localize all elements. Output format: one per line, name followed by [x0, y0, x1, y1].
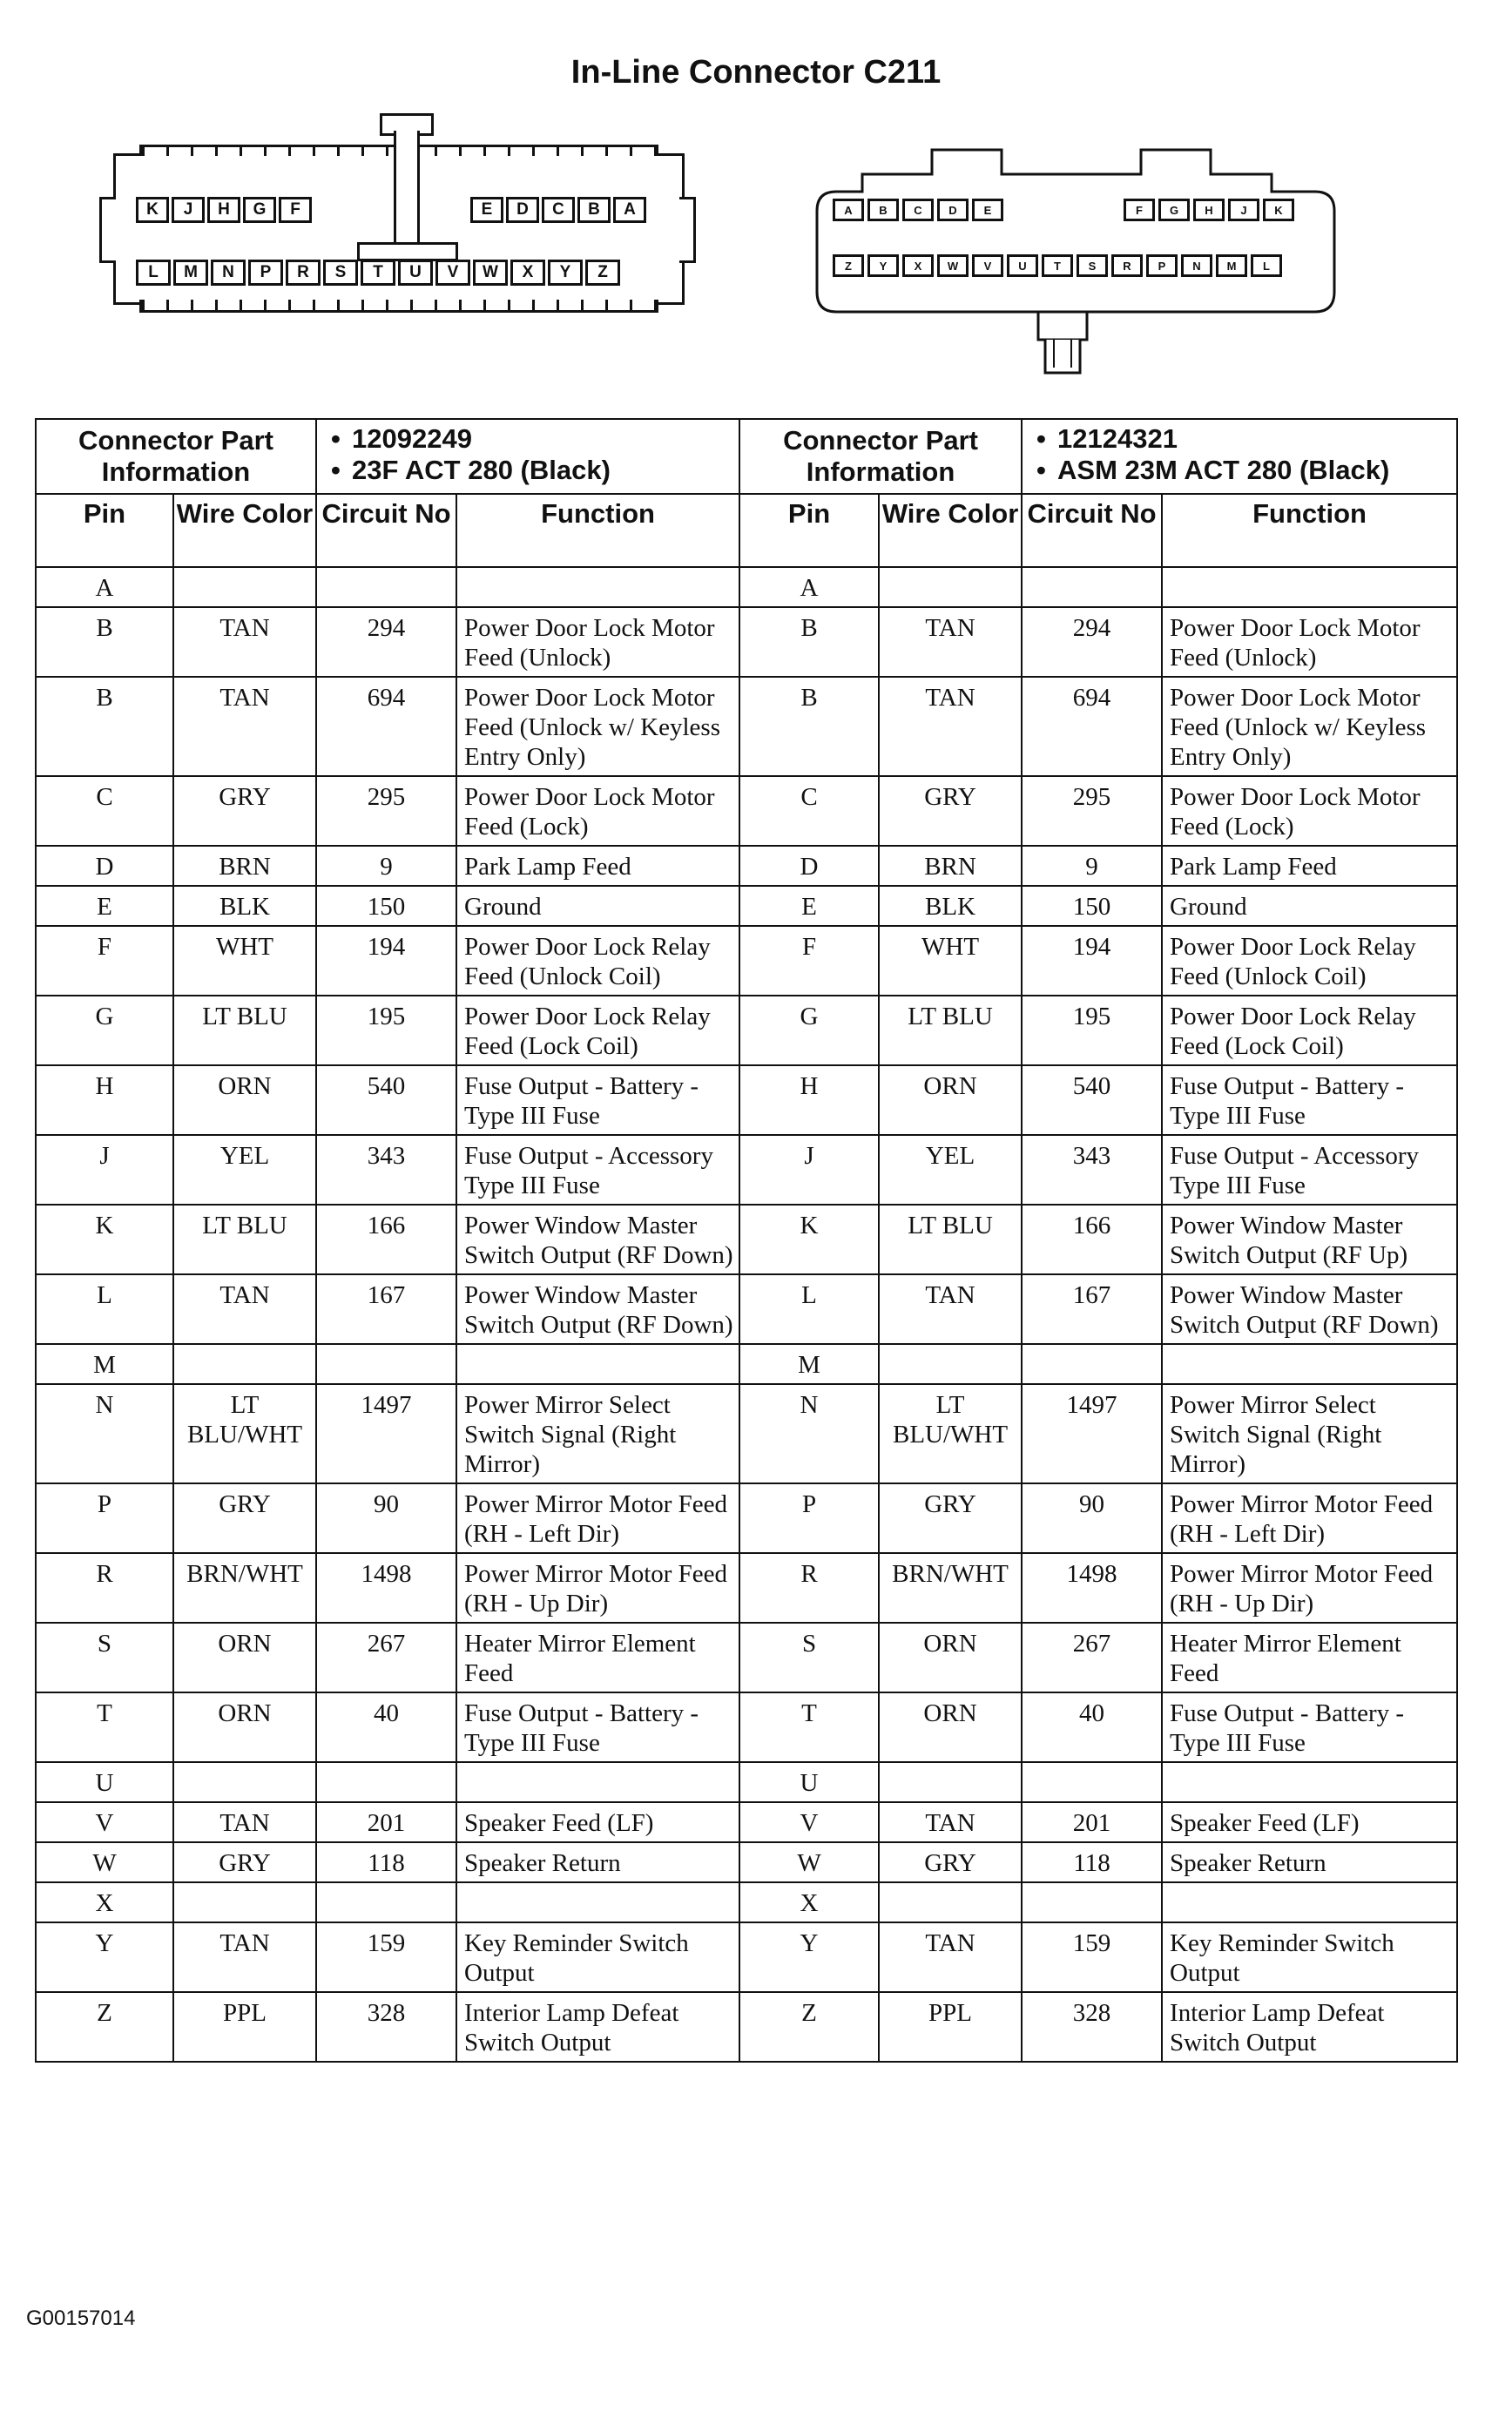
circuit-cell: 167	[1022, 1274, 1162, 1344]
part-description: • ASM 23M ACT 280 (Black)	[1057, 455, 1448, 486]
function-cell: Power Door Lock Motor Feed (Lock)	[1162, 776, 1457, 846]
pin-cavity: S	[1077, 254, 1108, 277]
circuit-cell: 294	[316, 607, 456, 677]
pin-cell: B	[739, 607, 879, 677]
function-cell: Power Door Lock Relay Feed (Unlock Coil)	[1162, 926, 1457, 996]
pin-cavity: W	[473, 260, 508, 286]
wire-color-cell: YEL	[173, 1135, 316, 1205]
wire-color-cell: ORN	[879, 1692, 1022, 1762]
pin-cavity: L	[1251, 254, 1282, 277]
part-number: • 12092249	[352, 423, 730, 455]
connector-rear-view	[801, 139, 1359, 401]
table-row	[36, 1762, 1457, 1802]
header-function: Function	[456, 494, 739, 567]
wire-color-cell	[173, 1882, 316, 1922]
function-cell	[456, 567, 739, 607]
pin-cell: K	[36, 1205, 173, 1274]
circuit-cell: 201	[316, 1802, 456, 1842]
table-row	[36, 926, 1457, 996]
pin-cavity: F	[279, 197, 312, 223]
function-cell: Key Reminder Switch Output	[456, 1922, 739, 1992]
function-cell: Speaker Feed (LF)	[1162, 1802, 1457, 1842]
pin-cavity: J	[172, 197, 205, 223]
function-cell: Fuse Output - Battery - Type III Fuse	[1162, 1065, 1457, 1135]
function-cell: Heater Mirror Element Feed	[1162, 1623, 1457, 1692]
circuit-cell: 9	[316, 846, 456, 886]
pin-cell: T	[739, 1692, 879, 1762]
circuit-cell: 167	[316, 1274, 456, 1344]
pin-cell: N	[36, 1384, 173, 1483]
function-cell: Speaker Return	[456, 1842, 739, 1882]
circuit-cell	[1022, 1882, 1162, 1922]
wire-color-cell: LT BLU	[879, 1205, 1022, 1274]
wire-color-cell: GRY	[173, 1483, 316, 1553]
circuit-cell: 150	[316, 886, 456, 926]
pin-cavity: C	[902, 199, 934, 221]
pin-cavity: X	[510, 260, 545, 286]
pin-cell: J	[739, 1135, 879, 1205]
function-cell	[456, 1344, 739, 1384]
pin-cell: N	[739, 1384, 879, 1483]
function-cell: Power Door Lock Relay Feed (Lock Coil)	[456, 996, 739, 1065]
wire-color-cell: YEL	[879, 1135, 1022, 1205]
wire-color-cell: LT BLU/WHT	[173, 1384, 316, 1483]
pin-cavity: B	[867, 199, 899, 221]
table-row	[36, 1205, 1457, 1274]
pin-cell: D	[36, 846, 173, 886]
pin-cavity: W	[937, 254, 969, 277]
function-cell	[1162, 567, 1457, 607]
table-row	[36, 1065, 1457, 1135]
part-numbers-right	[1022, 419, 1457, 494]
function-cell: Ground	[456, 886, 739, 926]
function-cell	[1162, 1762, 1457, 1802]
header-pin: Pin	[739, 494, 879, 567]
column-header-row	[36, 494, 1457, 567]
pin-cell: E	[739, 886, 879, 926]
wire-color-cell: GRY	[173, 776, 316, 846]
circuit-cell: 1498	[1022, 1553, 1162, 1623]
pin-cavity: Z	[833, 254, 864, 277]
rear-cavity-row-upper-right	[1124, 199, 1294, 221]
circuit-cell: 295	[316, 776, 456, 846]
pin-cavity: H	[1193, 199, 1225, 221]
pin-cavity: Y	[548, 260, 583, 286]
pin-cavity: A	[833, 199, 864, 221]
part-info-label-left: Connector Part Information	[36, 419, 316, 494]
function-cell: Power Door Lock Relay Feed (Unlock Coil)	[456, 926, 739, 996]
pin-cell: J	[36, 1135, 173, 1205]
wire-color-cell: GRY	[879, 1483, 1022, 1553]
pin-cell: E	[36, 886, 173, 926]
pin-cavity: K	[136, 197, 169, 223]
circuit-cell: 540	[316, 1065, 456, 1135]
pin-cell: G	[36, 996, 173, 1065]
function-cell: Power Mirror Motor Feed (RH - Up Dir)	[456, 1553, 739, 1623]
header-wire-color: Wire Color	[879, 494, 1022, 567]
pin-cavity: H	[207, 197, 240, 223]
wire-color-cell: GRY	[879, 776, 1022, 846]
wire-color-cell: BRN	[879, 846, 1022, 886]
circuit-cell	[316, 1762, 456, 1802]
part-description: • 23F ACT 280 (Black)	[352, 455, 730, 486]
circuit-cell: 194	[1022, 926, 1162, 996]
pin-cell: B	[36, 677, 173, 776]
circuit-cell: 118	[1022, 1842, 1162, 1882]
wire-color-cell: LT BLU	[173, 1205, 316, 1274]
wire-color-cell: LT BLU	[173, 996, 316, 1065]
part-info-row	[36, 419, 1457, 494]
pin-cell: L	[36, 1274, 173, 1344]
pin-cell: B	[36, 607, 173, 677]
header-pin: Pin	[36, 494, 173, 567]
wire-color-cell: TAN	[173, 677, 316, 776]
wire-color-cell: TAN	[879, 607, 1022, 677]
circuit-cell: 150	[1022, 886, 1162, 926]
circuit-cell: 540	[1022, 1065, 1162, 1135]
pin-cavity: E	[972, 199, 1003, 221]
function-cell: Power Mirror Motor Feed (RH - Left Dir)	[456, 1483, 739, 1553]
circuit-cell: 9	[1022, 846, 1162, 886]
function-cell: Power Door Lock Motor Feed (Unlock w/ Keyless Entry Only)	[456, 677, 739, 776]
circuit-cell	[1022, 567, 1162, 607]
function-cell: Fuse Output - Battery - Type III Fuse	[1162, 1692, 1457, 1762]
circuit-cell: 195	[1022, 996, 1162, 1065]
page-title: In-Line Connector C211	[570, 54, 942, 91]
circuit-cell: 343	[1022, 1135, 1162, 1205]
table-row	[36, 1922, 1457, 1992]
pin-cell: H	[36, 1065, 173, 1135]
pin-cell: Z	[739, 1992, 879, 2062]
table-row	[36, 1882, 1457, 1922]
wire-color-cell	[879, 1882, 1022, 1922]
pin-cell: W	[36, 1842, 173, 1882]
table-row	[36, 776, 1457, 846]
pin-cavity: G	[1158, 199, 1190, 221]
wire-color-cell: PPL	[173, 1992, 316, 2062]
circuit-cell: 40	[316, 1692, 456, 1762]
table-row	[36, 886, 1457, 926]
pin-cell: W	[739, 1842, 879, 1882]
pin-cavity: L	[136, 260, 171, 286]
circuit-cell: 159	[316, 1922, 456, 1992]
wire-color-cell: BRN/WHT	[879, 1553, 1022, 1623]
pin-cell: Z	[36, 1992, 173, 2062]
table-row	[36, 1992, 1457, 2062]
table-row	[36, 996, 1457, 1065]
pin-cell: U	[36, 1762, 173, 1802]
pin-cell: P	[36, 1483, 173, 1553]
pin-cell: C	[36, 776, 173, 846]
circuit-cell: 267	[316, 1623, 456, 1692]
wire-color-cell: ORN	[879, 1065, 1022, 1135]
wire-color-cell: TAN	[173, 607, 316, 677]
circuit-cell: 343	[316, 1135, 456, 1205]
function-cell: Interior Lamp Defeat Switch Output	[1162, 1992, 1457, 2062]
wire-color-cell: LT BLU	[879, 996, 1022, 1065]
wire-color-cell: ORN	[173, 1692, 316, 1762]
function-cell: Key Reminder Switch Output	[1162, 1922, 1457, 1992]
function-cell: Interior Lamp Defeat Switch Output	[456, 1992, 739, 2062]
pin-cavity: D	[506, 197, 539, 223]
pin-cavity: Y	[867, 254, 899, 277]
function-cell: Fuse Output - Battery - Type III Fuse	[456, 1065, 739, 1135]
pin-cavity: F	[1124, 199, 1155, 221]
function-cell: Power Door Lock Motor Feed (Unlock w/ Keyless Entry Only)	[1162, 677, 1457, 776]
part-numbers-left	[316, 419, 739, 494]
pin-cell: R	[739, 1553, 879, 1623]
bottom-ribs	[139, 300, 658, 313]
part-info-label-right: Connector Part Information	[739, 419, 1022, 494]
function-cell	[456, 1762, 739, 1802]
pin-cavity: B	[577, 197, 611, 223]
circuit-cell: 40	[1022, 1692, 1162, 1762]
function-cell: Power Window Master Switch Output (RF Down)	[456, 1274, 739, 1344]
wire-color-cell: WHT	[879, 926, 1022, 996]
rear-cavity-row-upper-left	[833, 199, 1003, 221]
function-cell: Power Mirror Motor Feed (RH - Up Dir)	[1162, 1553, 1457, 1623]
table-row	[36, 607, 1457, 677]
wire-color-cell: ORN	[879, 1623, 1022, 1692]
circuit-cell: 1498	[316, 1553, 456, 1623]
pin-cell: R	[36, 1553, 173, 1623]
pin-cavity: R	[1111, 254, 1143, 277]
table-row	[36, 1483, 1457, 1553]
wire-color-cell: GRY	[173, 1842, 316, 1882]
circuit-cell: 90	[1022, 1483, 1162, 1553]
pin-cavity: P	[1146, 254, 1178, 277]
function-cell: Fuse Output - Accessory Type III Fuse	[456, 1135, 739, 1205]
pin-cavity: Z	[585, 260, 620, 286]
circuit-cell: 90	[316, 1483, 456, 1553]
pin-cell: K	[739, 1205, 879, 1274]
pin-cell: V	[739, 1802, 879, 1842]
pin-cell: X	[36, 1882, 173, 1922]
wire-color-cell	[173, 567, 316, 607]
function-cell: Power Door Lock Motor Feed (Lock)	[456, 776, 739, 846]
function-cell	[1162, 1882, 1457, 1922]
cavity-row-lower	[136, 260, 620, 286]
function-cell: Park Lamp Feed	[456, 846, 739, 886]
pin-cavity: M	[173, 260, 208, 286]
function-cell: Power Mirror Select Switch Signal (Right Mirror)	[1162, 1384, 1457, 1483]
function-cell: Heater Mirror Element Feed	[456, 1623, 739, 1692]
cavity-row-upper-left	[136, 197, 312, 223]
pin-cell: Y	[36, 1922, 173, 1992]
pin-cavity: T	[361, 260, 395, 286]
circuit-cell: 1497	[316, 1384, 456, 1483]
function-cell: Power Door Lock Motor Feed (Unlock)	[456, 607, 739, 677]
pin-cavity: X	[902, 254, 934, 277]
circuit-cell: 694	[1022, 677, 1162, 776]
wire-color-cell: PPL	[879, 1992, 1022, 2062]
pin-cell: P	[739, 1483, 879, 1553]
wire-color-cell	[173, 1762, 316, 1802]
function-cell: Ground	[1162, 886, 1457, 926]
pin-cell: F	[739, 926, 879, 996]
function-cell: Power Window Master Switch Output (RF Down)	[1162, 1274, 1457, 1344]
pin-cavity: T	[1042, 254, 1073, 277]
wire-color-cell: GRY	[879, 1842, 1022, 1882]
part-number: • 12124321	[1057, 423, 1448, 455]
function-cell: Speaker Feed (LF)	[456, 1802, 739, 1842]
wire-color-cell: BRN/WHT	[173, 1553, 316, 1623]
pin-cell: F	[36, 926, 173, 996]
pin-cavity: J	[1228, 199, 1259, 221]
wire-color-cell: ORN	[173, 1623, 316, 1692]
pin-cell: G	[739, 996, 879, 1065]
wire-color-cell: WHT	[173, 926, 316, 996]
pin-cavity: V	[435, 260, 470, 286]
wire-color-cell: TAN	[879, 1274, 1022, 1344]
circuit-cell: 267	[1022, 1623, 1162, 1692]
circuit-cell: 694	[316, 677, 456, 776]
table-row	[36, 1344, 1457, 1384]
pin-cell: D	[739, 846, 879, 886]
circuit-cell	[1022, 1762, 1162, 1802]
wire-color-cell: ORN	[173, 1065, 316, 1135]
pinout-table	[35, 418, 1458, 2063]
wire-color-cell: TAN	[879, 1922, 1022, 1992]
pin-cavity: N	[1181, 254, 1212, 277]
pin-cavity: S	[323, 260, 358, 286]
circuit-cell: 194	[316, 926, 456, 996]
pin-cell: B	[739, 677, 879, 776]
wire-color-cell: TAN	[879, 1802, 1022, 1842]
pin-cavity: R	[286, 260, 321, 286]
circuit-cell: 1497	[1022, 1384, 1162, 1483]
latch-stem	[394, 131, 420, 247]
pin-cell: Y	[739, 1922, 879, 1992]
circuit-cell: 118	[316, 1842, 456, 1882]
cavity-row-upper-right	[470, 197, 646, 223]
table-row	[36, 1274, 1457, 1344]
wire-color-cell: BLK	[879, 886, 1022, 926]
circuit-cell: 166	[316, 1205, 456, 1274]
circuit-cell	[1022, 1344, 1162, 1384]
pin-cell: A	[739, 567, 879, 607]
circuit-cell: 195	[316, 996, 456, 1065]
function-cell: Power Door Lock Motor Feed (Unlock)	[1162, 607, 1457, 677]
wire-color-cell	[879, 567, 1022, 607]
table-row	[36, 1135, 1457, 1205]
header-circuit-no: Circuit No	[316, 494, 456, 567]
pin-cell: C	[739, 776, 879, 846]
circuit-cell: 328	[316, 1992, 456, 2062]
wire-color-cell: TAN	[173, 1274, 316, 1344]
wire-color-cell: TAN	[879, 677, 1022, 776]
pin-cell: S	[36, 1623, 173, 1692]
table-row	[36, 1802, 1457, 1842]
wire-color-cell	[879, 1762, 1022, 1802]
wire-color-cell	[879, 1344, 1022, 1384]
table-row	[36, 677, 1457, 776]
housing-tab-right	[679, 197, 696, 263]
rear-cavity-row-lower	[833, 254, 1282, 277]
function-cell: Fuse Output - Accessory Type III Fuse	[1162, 1135, 1457, 1205]
table-row	[36, 1692, 1457, 1762]
wire-color-cell: BRN	[173, 846, 316, 886]
pin-cavity: U	[1007, 254, 1038, 277]
pin-cell: X	[739, 1882, 879, 1922]
pin-cell: L	[739, 1274, 879, 1344]
table-row	[36, 1623, 1457, 1692]
pin-cavity: N	[211, 260, 246, 286]
housing-tab-left	[99, 197, 116, 263]
pin-cavity: A	[613, 197, 646, 223]
function-cell	[1162, 1344, 1457, 1384]
table-row	[36, 1842, 1457, 1882]
table-row	[36, 1384, 1457, 1483]
circuit-cell: 328	[1022, 1992, 1162, 2062]
table-row	[36, 567, 1457, 607]
latch-base	[357, 242, 458, 261]
pin-cavity: C	[542, 197, 575, 223]
circuit-cell: 295	[1022, 776, 1162, 846]
wire-color-cell: TAN	[173, 1922, 316, 1992]
pin-cell: T	[36, 1692, 173, 1762]
pin-cavity: M	[1216, 254, 1247, 277]
circuit-cell	[316, 1344, 456, 1384]
circuit-cell: 294	[1022, 607, 1162, 677]
wire-color-cell	[173, 1344, 316, 1384]
function-cell: Park Lamp Feed	[1162, 846, 1457, 886]
function-cell: Speaker Return	[1162, 1842, 1457, 1882]
function-cell: Power Door Lock Relay Feed (Lock Coil)	[1162, 996, 1457, 1065]
pin-cavity: U	[398, 260, 433, 286]
function-cell: Power Mirror Motor Feed (RH - Left Dir)	[1162, 1483, 1457, 1553]
pin-cell: S	[739, 1623, 879, 1692]
wire-color-cell: LT BLU/WHT	[879, 1384, 1022, 1483]
function-cell	[456, 1882, 739, 1922]
function-cell: Power Window Master Switch Output (RF Down)	[456, 1205, 739, 1274]
function-cell: Fuse Output - Battery - Type III Fuse	[456, 1692, 739, 1762]
pin-cell: M	[739, 1344, 879, 1384]
circuit-cell: 201	[1022, 1802, 1162, 1842]
table-row	[36, 846, 1457, 886]
pin-cavity: V	[972, 254, 1003, 277]
table-row	[36, 1553, 1457, 1623]
pin-cavity: D	[937, 199, 969, 221]
header-circuit-no: Circuit No	[1022, 494, 1162, 567]
pin-cavity: P	[248, 260, 283, 286]
header-function: Function	[1162, 494, 1457, 567]
function-cell: Power Window Master Switch Output (RF Up)	[1162, 1205, 1457, 1274]
figure-id: G00157014	[26, 2307, 136, 2330]
wire-color-cell: TAN	[173, 1802, 316, 1842]
pin-cavity: G	[243, 197, 276, 223]
connector-front-view	[105, 113, 705, 340]
circuit-cell	[316, 1882, 456, 1922]
header-wire-color: Wire Color	[173, 494, 316, 567]
circuit-cell: 159	[1022, 1922, 1162, 1992]
pin-cavity: K	[1263, 199, 1294, 221]
pin-cell: A	[36, 567, 173, 607]
pin-cell: M	[36, 1344, 173, 1384]
circuit-cell	[316, 567, 456, 607]
pin-cell: V	[36, 1802, 173, 1842]
pin-cell: H	[739, 1065, 879, 1135]
pin-cell: U	[739, 1762, 879, 1802]
wire-color-cell: BLK	[173, 886, 316, 926]
circuit-cell: 166	[1022, 1205, 1162, 1274]
function-cell: Power Mirror Select Switch Signal (Right Mirror)	[456, 1384, 739, 1483]
pin-cavity: E	[470, 197, 503, 223]
